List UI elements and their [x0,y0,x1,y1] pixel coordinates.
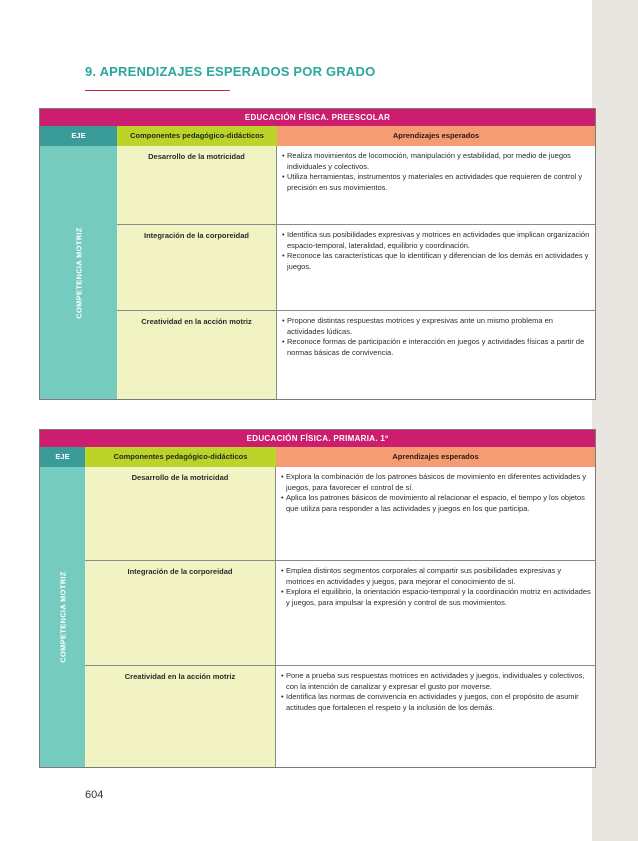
componente-cell: Creatividad en la acción motriz [85,666,276,767]
table-row [117,224,595,310]
table-preescolar [39,108,596,400]
table-row [117,146,595,224]
list-item: • Reconoce formas de participación e interacción en juegos y actividades físicas a partir de normas básicas de convivencia. [282,337,585,357]
table-body [40,146,595,399]
table-row [85,560,595,665]
table-row [117,310,595,399]
header-eje: EJE [40,447,85,467]
list-item: • Explora el equilibrio, la orientación espacio-temporal y la coordinación motriz en actividades y juegos, para impulsar la expresión y control de sus movimientos. [281,587,591,607]
header-aprendizajes: Aprendizajes esperados [277,126,595,146]
aprendizajes-cell [277,146,595,224]
list-item: • Aplica los patrones básicos de movimiento al relacionar el espacio, el tiempo y los objetos que utiliza para responder a las actividades y juegos en los que participa. [281,493,585,513]
componente-cell: Integración de la corporeidad [85,561,276,665]
list-item: • Realiza movimientos de locomoción, manipulación y estabilidad, por medio de juegos individuales y colectivos. [282,151,571,171]
componente-cell: Integración de la corporeidad [117,225,277,310]
eje-column [40,467,85,767]
list-item: • Explora la combinación de los patrones básicos de movimiento en diferentes actividades y juegos, para favorecer el control de sí. [281,472,587,492]
componente-cell: Desarrollo de la motricidad [117,146,277,224]
table-rows [117,146,595,399]
eje-label: COMPETENCIA MOTRIZ [74,226,83,319]
aprendizajes-cell [277,311,595,399]
list-item: • Pone a prueba sus respuestas motrices en actividades y juegos, individuales y colectivos, con la intención de canalizar y expresar el gusto por moverse. [281,671,585,691]
eje-column [40,146,117,399]
table-row [85,467,595,560]
list-item: • Reconoce las características que lo identifican y diferencian de los demás en actividades y juegos. [282,251,589,271]
table-rows [85,467,595,767]
title-underline [85,90,230,91]
header-aprendizajes: Aprendizajes esperados [276,447,595,467]
aprendizajes-cell [276,666,595,767]
side-margin-band [592,0,638,841]
componente-cell: Creatividad en la acción motriz [117,311,277,399]
componente-cell: Desarrollo de la motricidad [85,467,276,560]
list-item: • Propone distintas respuestas motrices y expresivas ante un mismo problema en actividades lúdicas. [282,316,553,336]
list-item: • Identifica las normas de convivencia en actividades y juegos, con el propósito de asumir actitudes que fortalecen el respeto y la inclusión de los demás. [281,692,579,712]
list-item: • Utiliza herramientas, instrumentos y materiales en actividades que requieren de control y precisión en sus movimientos. [282,172,583,192]
table-row [85,665,595,767]
header-eje: EJE [40,126,117,146]
page-title: 9. APRENDIZAJES ESPERADOS POR GRADO [85,64,376,79]
list-item: • Identifica sus posibilidades expresivas y motrices en actividades que implican organización espacio-temporal, lateralidad, equilibrio y coordinación. [282,230,590,250]
aprendizajes-cell [277,225,595,310]
table-header [40,126,595,146]
table-body [40,467,595,767]
list-item: • Emplea distintos segmentos corporales al compartir sus posibilidades expresivas y motrices en actividades y juegos, para mejorar el conocimiento de sí. [281,566,562,586]
eje-label: COMPETENCIA MOTRIZ [58,571,67,663]
table-primaria-1 [39,429,596,768]
page-number: 604 [85,789,104,801]
table-title: EDUCACIÓN FÍSICA. PREESCOLAR [40,109,595,126]
aprendizajes-cell [276,561,595,665]
header-componentes: Componentes pedagógico-didácticos [117,126,277,146]
table-title: EDUCACIÓN FÍSICA. PRIMARIA. 1º [40,430,595,447]
header-componentes: Componentes pedagógico-didácticos [85,447,276,467]
table-header [40,447,595,467]
aprendizajes-cell [276,467,595,560]
